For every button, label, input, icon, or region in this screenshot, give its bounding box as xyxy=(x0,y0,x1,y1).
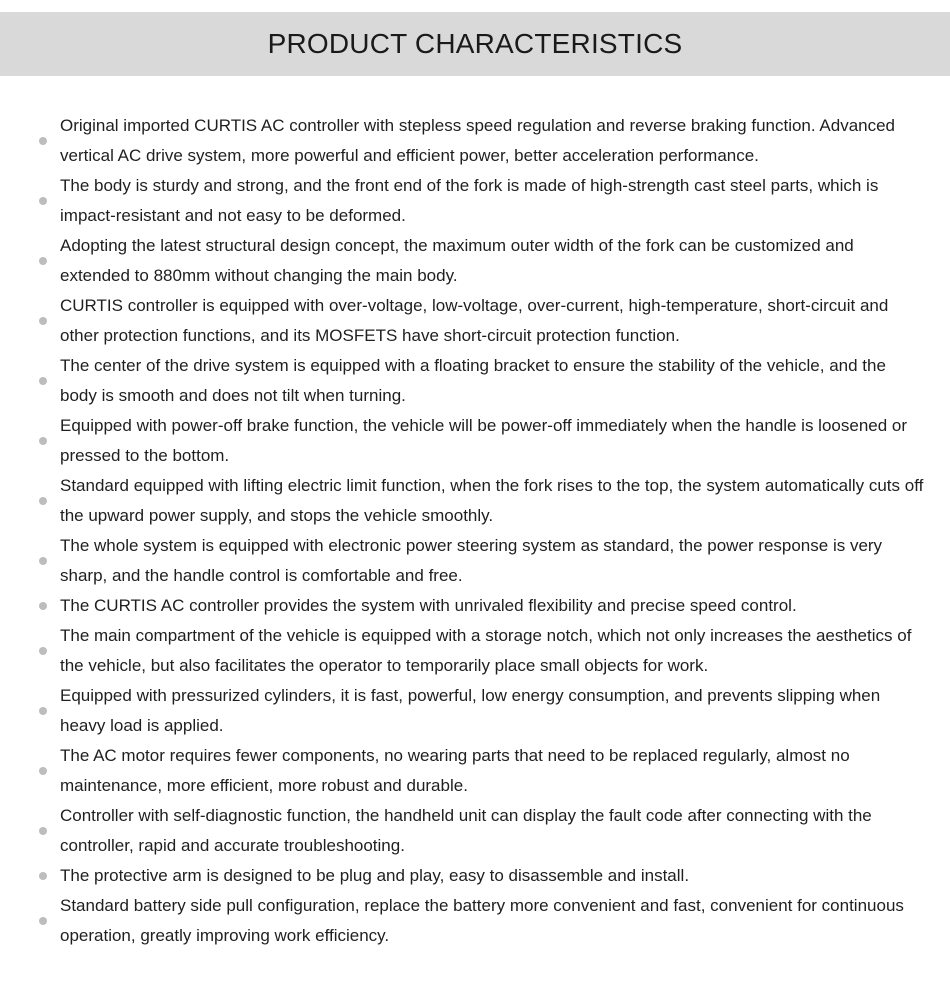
feature-text: Controller with self-diagnostic function, the handheld unit can display the fault code after connecting with the controller, rapid and accurate troubleshooting. xyxy=(60,806,872,855)
bullet-dot-icon xyxy=(39,257,47,265)
feature-text: Equipped with power-off brake function, the vehicle will be power-off immediately when the handle is loosened or pressed to the bottom. xyxy=(60,416,908,465)
feature-text: The CURTIS AC controller provides the system with unrivaled flexibility and precise speed control. xyxy=(60,596,797,615)
feature-text: Equipped with pressurized cylinders, it is fast, powerful, low energy consumption, and prevents slipping when heavy load is applied. xyxy=(60,686,881,735)
bullet-dot-icon xyxy=(39,767,47,775)
feature-item xyxy=(0,531,950,591)
feature-item xyxy=(0,471,950,531)
bullet-dot-icon xyxy=(39,497,47,505)
feature-text: The center of the drive system is equipped with a floating bracket to ensure the stability of the vehicle, and the body is smooth and does not tilt when turning. xyxy=(60,356,886,405)
header-banner xyxy=(0,12,950,76)
bullet-dot-icon xyxy=(39,707,47,715)
feature-text: The body is sturdy and strong, and the front end of the fork is made of high-strength cast steel parts, which is impact-resistant and not easy to be deformed. xyxy=(60,176,879,225)
feature-item xyxy=(0,621,950,681)
feature-text: The AC motor requires fewer components, no wearing parts that need to be replaced regularly, almost no maintenance, more efficient, more robust and durable. xyxy=(60,746,850,795)
feature-text: Standard equipped with lifting electric limit function, when the fork rises to the top, the system automatically cuts off the upward power supply, and stops the vehicle smoothly. xyxy=(60,476,924,525)
feature-text: Adopting the latest structural design concept, the maximum outer width of the fork can be customized and extended to 880mm without changing the main body. xyxy=(60,236,854,285)
bullet-dot-icon xyxy=(39,197,47,205)
feature-text: The whole system is equipped with electronic power steering system as standard, the power response is very sharp, and the handle control is comfortable and free. xyxy=(60,536,883,585)
feature-item xyxy=(0,291,950,351)
feature-item xyxy=(0,351,950,411)
bullet-dot-icon xyxy=(39,647,47,655)
feature-item xyxy=(0,411,950,471)
feature-item xyxy=(0,591,950,621)
bullet-dot-icon xyxy=(39,872,47,880)
feature-item xyxy=(0,801,950,861)
bullet-dot-icon xyxy=(39,557,47,565)
feature-item xyxy=(0,861,950,891)
feature-item xyxy=(0,171,950,231)
bullet-dot-icon xyxy=(39,377,47,385)
feature-text: CURTIS controller is equipped with over-voltage, low-voltage, over-current, high-temperature, short-circuit and other protection functions, and its MOSFETS have short-circuit protection function. xyxy=(60,296,889,345)
feature-item xyxy=(0,891,950,951)
page-title: PRODUCT CHARACTERISTICS xyxy=(267,28,683,59)
feature-text: The protective arm is designed to be plug and play, easy to disassemble and install. xyxy=(60,866,690,885)
feature-text: The main compartment of the vehicle is equipped with a storage notch, which not only increases the aesthetics of the vehicle, but also facilitates the operator to temporarily place small objects for work. xyxy=(60,626,912,675)
feature-list xyxy=(0,111,950,951)
bullet-dot-icon xyxy=(39,137,47,145)
bullet-dot-icon xyxy=(39,917,47,925)
bullet-dot-icon xyxy=(39,602,47,610)
feature-item xyxy=(0,681,950,741)
feature-item xyxy=(0,741,950,801)
feature-item xyxy=(0,111,950,171)
bullet-dot-icon xyxy=(39,827,47,835)
feature-text: Standard battery side pull configuration, replace the battery more convenient and fast, convenient for continuous operation, greatly improving work efficiency. xyxy=(60,896,904,945)
feature-item xyxy=(0,231,950,291)
feature-text: Original imported CURTIS AC controller with stepless speed regulation and reverse braking function. Advanced vertical AC drive system, more powerful and efficient power, better acceleration performance. xyxy=(60,116,896,165)
bullet-dot-icon xyxy=(39,437,47,445)
bullet-dot-icon xyxy=(39,317,47,325)
